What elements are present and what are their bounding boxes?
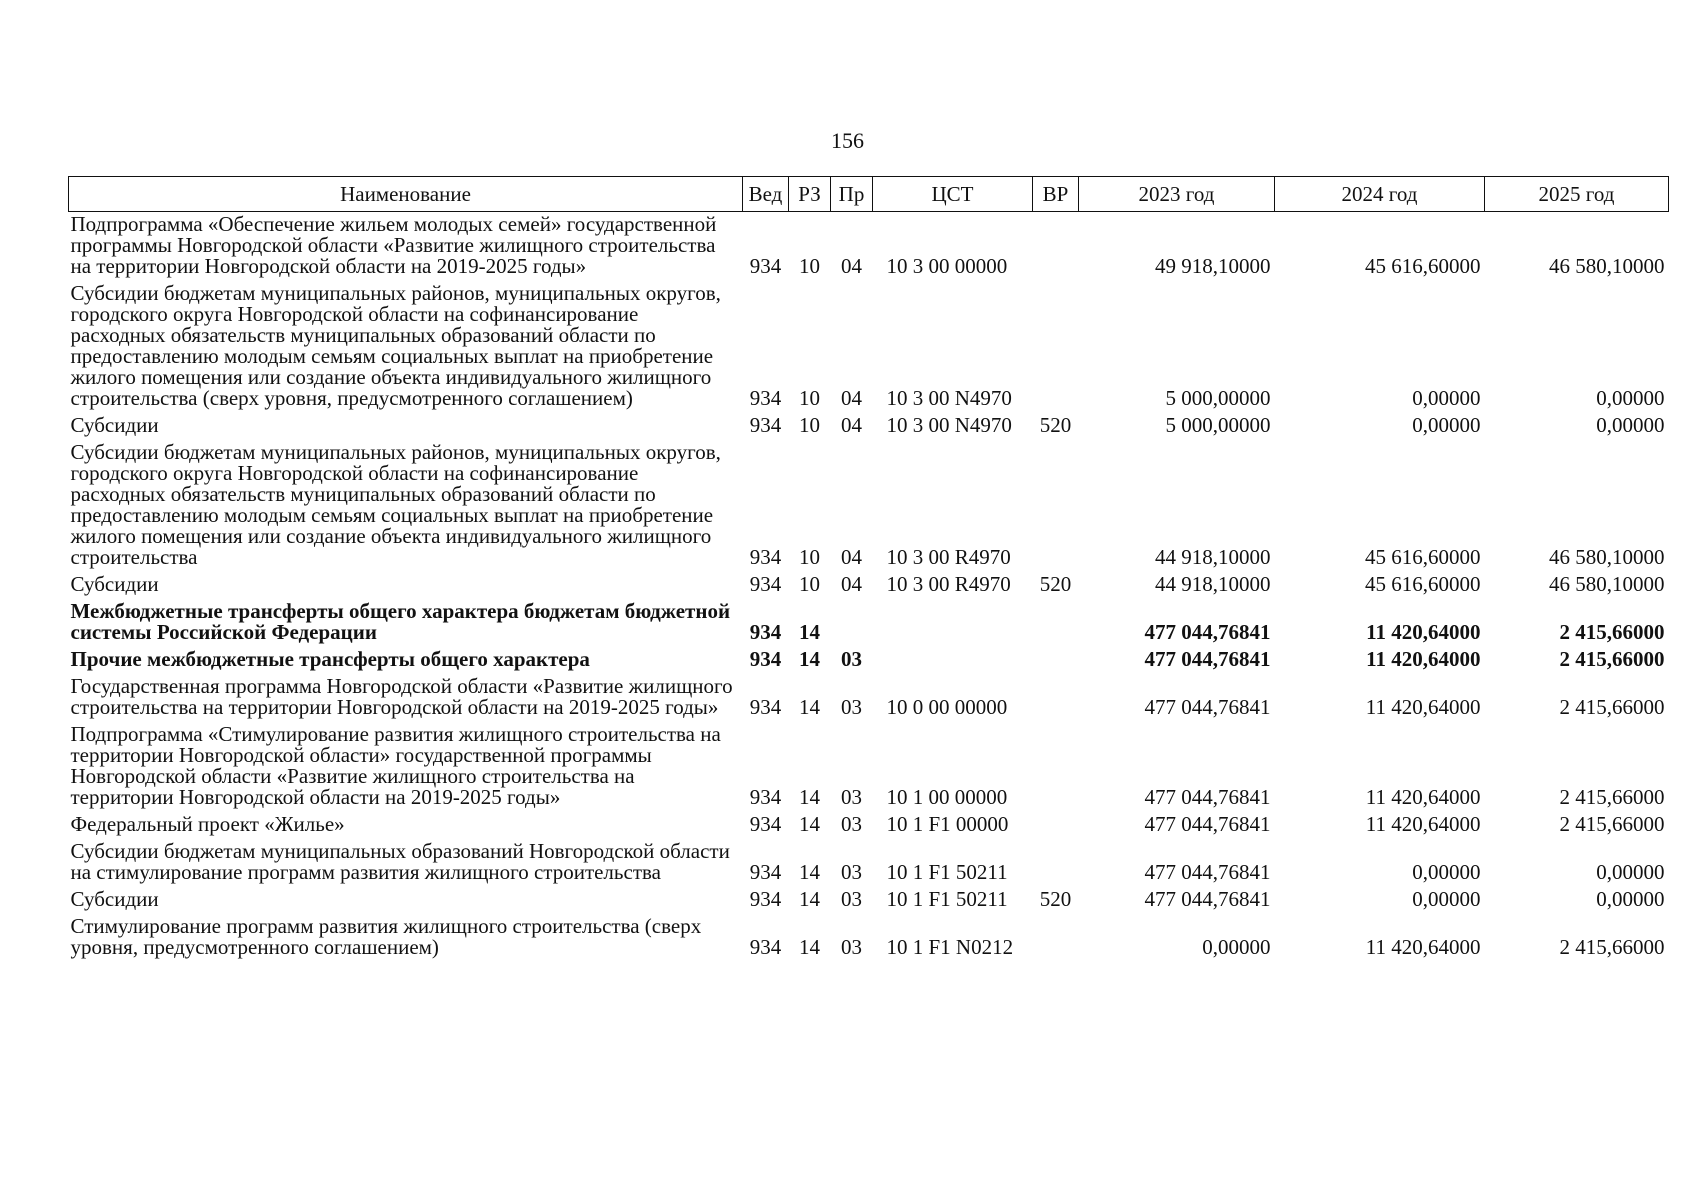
row-ved: 934 [749, 812, 782, 836]
page-number: 156 [831, 128, 864, 153]
row-amount-2025: 46 580,10000 [1549, 545, 1665, 569]
row-name: Подпрограмма «Обеспечение жильем молодых семей» государственной программы Новгородской области «Развитие жилищного строительства на территории Новгородской области на 2019-2025 годы» [70, 212, 717, 278]
table-row [69, 839, 1669, 887]
row-vr [1033, 647, 1079, 674]
table-row [69, 647, 1669, 674]
row-ved: 934 [749, 545, 782, 569]
row-pr: 04 [841, 572, 862, 596]
table-row [69, 812, 1669, 839]
row-amount-2023: 477 044,76841 [1144, 620, 1271, 644]
header-2024: 2024 год [1275, 177, 1485, 212]
table-row [69, 413, 1669, 440]
table-row [69, 674, 1669, 722]
row-amount-2023: 0,00000 [1202, 935, 1271, 959]
row-cst: 10 0 00 00000 [886, 695, 1008, 719]
row-cst: 10 1 F1 N0212 [886, 935, 1014, 959]
row-ved: 934 [749, 254, 782, 278]
row-amount-2023: 477 044,76841 [1144, 812, 1271, 836]
row-amount-2023: 44 918,10000 [1155, 545, 1271, 569]
row-vr [1033, 440, 1079, 572]
row-pr [831, 599, 873, 647]
row-ved: 934 [749, 860, 782, 884]
row-amount-2025: 2 415,66000 [1559, 695, 1665, 719]
row-name: Подпрограмма «Стимулирование развития жилищного строительства на территории Новгородской области» государственной программы Новгородской области «Развитие жилищного строительства на территории Новгородской области на 2019-2025 годы» [70, 722, 721, 809]
table-row [69, 722, 1669, 812]
table-row [69, 572, 1669, 599]
row-amount-2023: 477 044,76841 [1144, 785, 1271, 809]
table-header [69, 177, 1669, 212]
row-rz: 14 [799, 860, 820, 884]
row-rz: 10 [799, 545, 820, 569]
row-cst [873, 599, 1033, 647]
row-cst: 10 1 F1 00000 [886, 812, 1009, 836]
row-rz: 10 [799, 572, 820, 596]
row-pr: 04 [841, 413, 862, 437]
row-vr: 520 [1039, 572, 1072, 596]
row-amount-2024: 11 420,64000 [1365, 812, 1481, 836]
row-name: Субсидии бюджетам муниципальных образований Новгородской области на стимулирование программ развития жилищного строительства [70, 839, 730, 884]
row-cst: 10 3 00 00000 [886, 254, 1008, 278]
header-2023: 2023 год [1079, 177, 1275, 212]
row-vr: 520 [1039, 887, 1072, 911]
row-vr [1033, 599, 1079, 647]
row-name: Стимулирование программ развития жилищного строительства (сверх уровня, предусмотренного соглашением) [70, 914, 702, 959]
row-rz: 14 [799, 620, 820, 644]
row-amount-2025: 0,00000 [1596, 860, 1665, 884]
row-amount-2025: 2 415,66000 [1559, 647, 1665, 671]
row-vr [1033, 674, 1079, 722]
header-name: Наименование [69, 177, 743, 212]
row-vr [1033, 839, 1079, 887]
row-amount-2023: 44 918,10000 [1155, 572, 1271, 596]
table-row [69, 599, 1669, 647]
row-vr [1033, 914, 1079, 962]
row-name: Субсидии [70, 887, 159, 911]
row-cst: 10 3 00 R4970 [886, 545, 1011, 569]
row-vr [1033, 812, 1079, 839]
row-ved: 934 [749, 386, 782, 410]
row-amount-2024: 0,00000 [1412, 413, 1481, 437]
header-pr: Пр [831, 177, 873, 212]
row-vr: 520 [1039, 413, 1072, 437]
row-amount-2024: 11 420,64000 [1366, 647, 1481, 671]
row-amount-2025: 0,00000 [1596, 413, 1665, 437]
row-amount-2023: 477 044,76841 [1144, 887, 1271, 911]
row-ved: 934 [749, 413, 782, 437]
row-rz: 14 [799, 887, 820, 911]
row-cst: 10 1 F1 50211 [886, 860, 1008, 884]
row-amount-2024: 0,00000 [1412, 887, 1481, 911]
row-amount-2024: 11 420,64000 [1365, 695, 1481, 719]
row-amount-2025: 46 580,10000 [1549, 254, 1665, 278]
row-name: Межбюджетные трансферты общего характера бюджетам бюджетной системы Российской Федерации [70, 599, 731, 644]
row-rz: 10 [799, 413, 820, 437]
header-rz: РЗ [789, 177, 831, 212]
row-pr: 03 [841, 695, 862, 719]
row-pr: 03 [841, 647, 862, 671]
row-cst: 10 3 00 R4970 [886, 572, 1011, 596]
row-rz: 14 [799, 812, 820, 836]
row-rz: 14 [799, 647, 820, 671]
row-amount-2024: 0,00000 [1412, 860, 1481, 884]
row-cst [873, 647, 1033, 674]
row-name: Субсидии [70, 413, 159, 437]
row-ved: 934 [749, 935, 782, 959]
header-vr: ВР [1033, 177, 1079, 212]
row-vr [1033, 722, 1079, 812]
row-pr: 03 [841, 860, 862, 884]
row-amount-2024: 45 616,60000 [1365, 572, 1481, 596]
row-name: Государственная программа Новгородской области «Развитие жилищного строительства на территории Новгородской области на 2019-2025 годы» [70, 674, 733, 719]
row-rz: 14 [799, 935, 820, 959]
row-rz: 14 [799, 785, 820, 809]
row-cst: 10 1 00 00000 [886, 785, 1008, 809]
row-pr: 03 [841, 935, 862, 959]
row-amount-2023: 49 918,10000 [1155, 254, 1271, 278]
table-row [69, 914, 1669, 962]
row-name: Федеральный проект «Жилье» [70, 812, 345, 836]
table-row [69, 212, 1669, 282]
table-body [69, 212, 1669, 963]
row-amount-2025: 2 415,66000 [1559, 935, 1665, 959]
row-vr [1033, 281, 1079, 413]
row-amount-2025: 0,00000 [1596, 887, 1665, 911]
row-cst: 10 3 00 N4970 [886, 386, 1012, 410]
row-amount-2023: 477 044,76841 [1144, 647, 1271, 671]
row-amount-2023: 477 044,76841 [1144, 695, 1271, 719]
row-pr: 04 [841, 545, 862, 569]
row-amount-2024: 45 616,60000 [1365, 545, 1481, 569]
row-amount-2025: 2 415,66000 [1559, 812, 1665, 836]
row-rz: 10 [799, 386, 820, 410]
row-amount-2023: 5 000,00000 [1165, 386, 1271, 410]
row-amount-2024: 0,00000 [1412, 386, 1481, 410]
row-amount-2025: 2 415,66000 [1559, 785, 1665, 809]
row-pr: 03 [841, 887, 862, 911]
header-cst: ЦСТ [873, 177, 1033, 212]
row-pr: 04 [841, 386, 862, 410]
row-amount-2024: 11 420,64000 [1365, 785, 1481, 809]
row-ved: 934 [749, 785, 782, 809]
row-cst: 10 1 F1 50211 [886, 887, 1008, 911]
header-ved: Вед [743, 177, 789, 212]
row-cst: 10 3 00 N4970 [886, 413, 1012, 437]
row-ved: 934 [749, 695, 782, 719]
row-name: Субсидии бюджетам муниципальных районов, муниципальных округов, городского округа Новгородской области на софинансирование расходных обязательств муниципальных образований области по предоставлению молодым семьям социальных выплат на приобретение жилого помещения или создание объекта индивидуального жилищного строительства [70, 440, 721, 569]
row-amount-2024: 45 616,60000 [1365, 254, 1481, 278]
row-ved: 934 [749, 887, 782, 911]
header-2025: 2025 год [1485, 177, 1669, 212]
row-rz: 10 [799, 254, 820, 278]
row-amount-2024: 11 420,64000 [1365, 935, 1481, 959]
table-row [69, 440, 1669, 572]
row-pr: 03 [841, 785, 862, 809]
row-amount-2025: 46 580,10000 [1549, 572, 1665, 596]
row-vr [1033, 212, 1079, 282]
row-ved: 934 [749, 620, 782, 644]
row-ved: 934 [749, 572, 782, 596]
row-name: Субсидии бюджетам муниципальных районов, муниципальных округов, городского округа Новгородской области на софинансирование расходных обязательств муниципальных образований области по предоставлению молодым семьям социальных выплат на приобретение жилого помещения или создание объекта индивидуального жилищного строительства (сверх уровня, предусмотренного соглашением) [70, 281, 721, 410]
row-name: Субсидии [70, 572, 159, 596]
budget-table [68, 176, 1669, 962]
row-amount-2025: 0,00000 [1596, 386, 1665, 410]
row-rz: 14 [799, 695, 820, 719]
row-name: Прочие межбюджетные трансферты общего характера [70, 647, 590, 671]
row-pr: 04 [841, 254, 862, 278]
row-amount-2024: 11 420,64000 [1366, 620, 1481, 644]
row-pr: 03 [841, 812, 862, 836]
table-row [69, 887, 1669, 914]
row-ved: 934 [749, 647, 782, 671]
row-amount-2023: 5 000,00000 [1165, 413, 1271, 437]
row-amount-2023: 477 044,76841 [1144, 860, 1271, 884]
row-amount-2025: 2 415,66000 [1559, 620, 1665, 644]
table-row [69, 281, 1669, 413]
